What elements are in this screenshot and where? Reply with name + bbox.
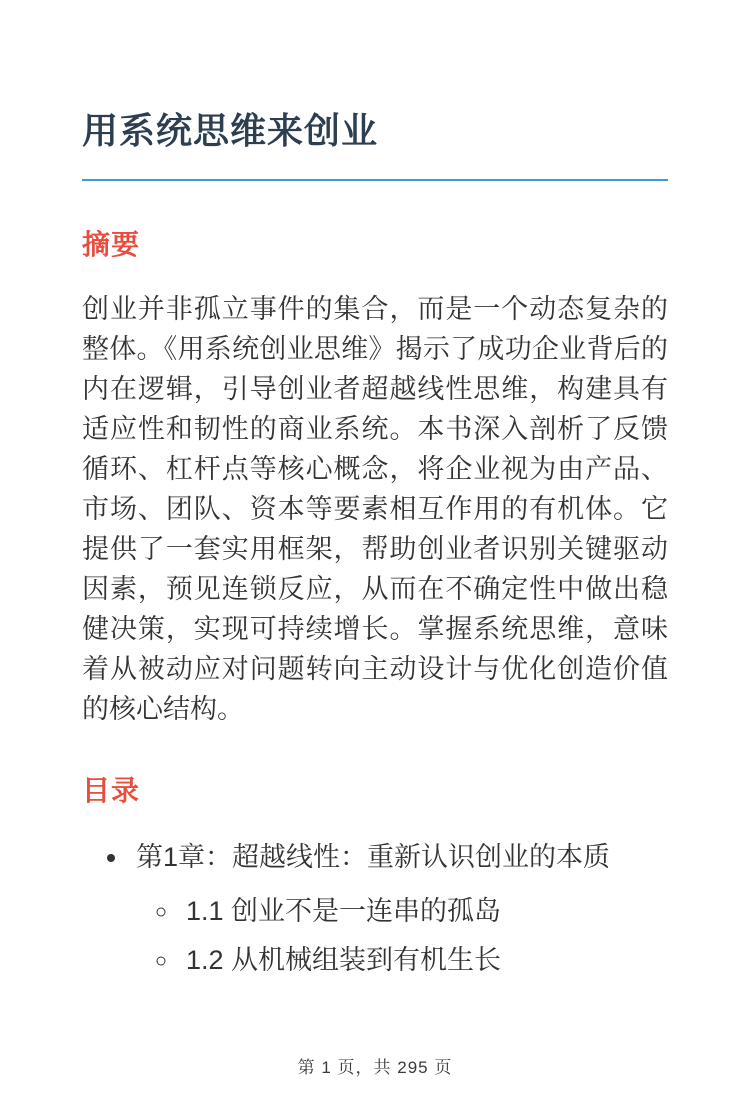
abstract-paragraph: 创业并非孤立事件的集合，而是一个动态复杂的整体。《用系统创业思维》揭示了成功企业背后的内在逻辑，引导创业者超越线性思维，构建具有适应性和韧性的商业系统。本书深入剖析了反馈循环、杠杆点等核心概念，将企业视为由产品、市场、团队、资本等要素相互作用的有机体。它提供了一套实用框架，帮助创业者识别关键驱动因素，预见连锁反应，从而在不确定性中做出稳健决策，实现可持续增长。掌握系统思维，意味着从被动应对问题转向主动设计与优化创造价值的核心结构。 xyxy=(82,294,668,724)
page-title: 用系统思维来创业 xyxy=(82,110,379,151)
toc-section-item xyxy=(180,891,668,931)
toc-chapter-label: 第1章：超越线性：重新认识创业的本质 xyxy=(136,842,611,872)
document-page xyxy=(0,108,750,1108)
toc-heading: 目录 xyxy=(82,775,141,806)
toc-section-label: 1.2 从机械组装到有机生长 xyxy=(186,945,502,975)
abstract-heading: 摘要 xyxy=(82,229,141,260)
toc-list xyxy=(82,837,668,980)
toc-chapter-item xyxy=(130,837,668,980)
page-footer: 第 1 页，共 295 页 xyxy=(297,1058,453,1077)
toc-sublist xyxy=(136,891,668,980)
title-divider xyxy=(82,179,668,181)
toc-section-item xyxy=(180,940,668,980)
toc-section-label: 1.1 创业不是一连串的孤岛 xyxy=(186,896,502,926)
